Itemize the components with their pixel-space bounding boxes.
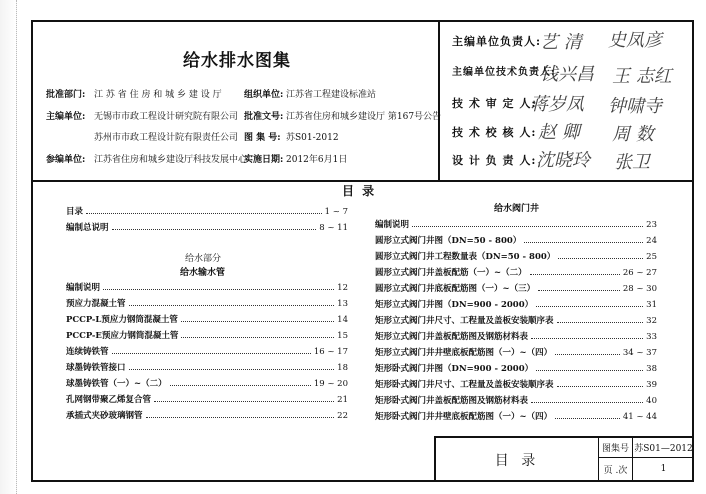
toc-item bbox=[66, 361, 348, 373]
toc-item-page: 14 bbox=[337, 315, 348, 325]
toc-item bbox=[66, 345, 348, 357]
toc-item bbox=[66, 313, 348, 325]
meta-value-1: 江 苏 省 住 房 和 城 乡 建 设 厅 bbox=[94, 90, 222, 100]
meta-label2-1: 组织单位: bbox=[244, 90, 284, 100]
signature-image-5a: 沈晓玲 bbox=[536, 150, 590, 171]
toc-item-label: 预应力混凝土管 bbox=[66, 299, 126, 309]
toc-heading: 目 录 bbox=[342, 184, 377, 198]
signature-image-4b: 周 数 bbox=[612, 124, 654, 145]
title-block-page-label: 页 .次 bbox=[603, 465, 628, 476]
toc-item-page: 15 bbox=[337, 331, 348, 341]
signature-image-3b: 钟啸寺 bbox=[608, 96, 662, 117]
toc-item bbox=[375, 346, 657, 358]
toc-item bbox=[375, 314, 657, 326]
toc-item-label: 矩形卧式阀门井图（DN=900 - 2000） bbox=[375, 364, 534, 374]
toc-item-label: PCCP-E预应力钢筒混凝土管 bbox=[66, 331, 179, 341]
toc-item bbox=[375, 394, 657, 406]
toc-item-page: 13 bbox=[337, 299, 348, 309]
toc-section-subtitle-left: 给水输水管 bbox=[180, 268, 226, 278]
toc-item bbox=[375, 234, 657, 246]
page-title: 给水排水图集 bbox=[183, 51, 291, 71]
toc-item bbox=[66, 297, 348, 309]
toc-item-page: 16 ~ 17 bbox=[313, 347, 348, 357]
toc-item-label: 矩形立式阀门井尺寸、工程量及盖板安装顺序表 bbox=[375, 316, 554, 326]
toc-item-label: 圆形立式阀门井底板配筋图（一）~（三） bbox=[375, 284, 536, 294]
meta-value2-1: 江苏省工程建设标准站 bbox=[286, 90, 377, 100]
signature-image-2a: 钱兴昌 bbox=[540, 64, 594, 85]
signature-image-2b: 王 志红 bbox=[612, 66, 672, 87]
title-block-name: 目 录 bbox=[494, 453, 540, 469]
toc-item bbox=[66, 377, 348, 389]
toc-item bbox=[375, 298, 657, 310]
signature-label-1: 主编单位负责人: bbox=[452, 35, 542, 48]
toc-item-page: 32 bbox=[646, 316, 657, 326]
toc-item-label: 球墨铸铁管（一）~（二） bbox=[66, 379, 167, 389]
toc-item-label: 孔网钢带聚乙烯复合管 bbox=[66, 395, 152, 405]
toc-item bbox=[375, 410, 657, 422]
toc-item bbox=[66, 329, 348, 341]
meta-value-4: 江苏省住房和城乡建设厅科技发展中心 bbox=[94, 155, 248, 165]
toc-item-page: 21 bbox=[337, 395, 348, 405]
toc-item bbox=[66, 409, 348, 421]
scan-edge bbox=[0, 0, 17, 494]
meta-label2-2: 批准文号: bbox=[244, 112, 284, 122]
toc-item-label: 矩形卧式阀门井尺寸、工程量及盖板安装顺序表 bbox=[375, 380, 554, 390]
title-block-page-value: 1 bbox=[660, 464, 667, 474]
meta-label-4: 参编单位: bbox=[46, 155, 86, 165]
signature-label-3: 技 术 审 定 人: bbox=[452, 97, 537, 110]
signature-image-1a: 艺 清 bbox=[540, 32, 582, 53]
toc-item bbox=[375, 282, 657, 294]
toc-item-label: 矩形立式阀门井图（DN=900 - 2000） bbox=[375, 300, 534, 310]
toc-item-page: 25 bbox=[646, 252, 657, 262]
signature-image-1b: 史凤彦 bbox=[608, 30, 662, 51]
toc-item-label: 承插式夹砂玻璃钢管 bbox=[66, 411, 143, 421]
toc-item-page: 38 bbox=[646, 364, 657, 374]
signature-label-4: 技 术 校 核 人: bbox=[452, 126, 537, 139]
toc-item-label: 圆形立式阀门井图（DN=50 - 800） bbox=[375, 236, 522, 246]
toc-item-label: 矩形立式阀门井井壁底板配筋图（一）~（四） bbox=[375, 348, 553, 358]
toc-section-title-right: 给水阀门井 bbox=[494, 204, 540, 214]
header-vertical-divider bbox=[438, 20, 440, 181]
toc-section-title-left: 给水部分 bbox=[185, 254, 222, 264]
toc-item-page: 39 bbox=[646, 380, 657, 390]
toc-item-label: 连续铸铁管 bbox=[66, 347, 109, 357]
toc-item-label: 矩形立式阀门井盖板配筋图及钢筋材料表 bbox=[375, 332, 529, 342]
toc-item bbox=[375, 250, 657, 262]
signature-label-5: 设 计 负 责 人: bbox=[452, 154, 537, 167]
meta-value2-4: 2012年6月1日 bbox=[286, 155, 348, 165]
meta-label2-4: 实施日期: bbox=[244, 155, 284, 165]
toc-item-label: 矩形卧式阀门井井壁底板配筋图（一）~（四） bbox=[375, 412, 553, 422]
toc-item-page: 33 bbox=[646, 332, 657, 342]
meta-value2-3: 苏S01-2012 bbox=[286, 133, 339, 143]
toc-item-page: 40 bbox=[646, 396, 657, 406]
toc-item-label: 矩形卧式阀门井盖板配筋图及钢筋材料表 bbox=[375, 396, 529, 406]
toc-item-page: 8 ~ 11 bbox=[319, 223, 348, 233]
toc-item-page: 31 bbox=[646, 300, 657, 310]
toc-item bbox=[375, 266, 657, 278]
toc-item-label: 编制说明 bbox=[375, 220, 410, 230]
meta-label-1: 批准部门: bbox=[46, 90, 86, 100]
toc-item-page: 24 bbox=[646, 236, 657, 246]
toc-item bbox=[375, 378, 657, 390]
meta-label-2: 主编单位: bbox=[46, 112, 86, 122]
toc-item-page: 26 ~ 27 bbox=[622, 268, 657, 278]
signature-image-5b: 张卫 bbox=[614, 152, 650, 173]
toc-item-page: 34 ~ 37 bbox=[622, 348, 657, 358]
toc-item-page: 23 bbox=[646, 220, 657, 230]
toc-item-page: 28 ~ 30 bbox=[622, 284, 657, 294]
signature-label-2: 主编单位技术负责人: bbox=[452, 67, 556, 78]
toc-item-label: 编制总说明 bbox=[66, 223, 109, 233]
signature-image-4a: 赵 卿 bbox=[538, 122, 580, 143]
meta-value2-2: 江苏省住房和城乡建设厅 第167号公告 bbox=[286, 112, 442, 122]
meta-value-3: 苏州市市政工程设计院有限责任公司 bbox=[94, 133, 239, 143]
toc-item bbox=[375, 330, 657, 342]
meta-value-2: 无锡市市政工程设计研究院有限公司 bbox=[94, 112, 239, 122]
toc-item-label: 编制说明 bbox=[66, 283, 101, 293]
toc-item-label: 球墨铸铁管接口 bbox=[66, 363, 126, 373]
title-block-atlas-label: 图集号 bbox=[601, 443, 629, 454]
toc-item-label: PCCP-L预应力钢筒混凝土管 bbox=[66, 315, 178, 325]
toc-item bbox=[66, 393, 348, 405]
toc-item bbox=[66, 205, 348, 217]
toc-item bbox=[66, 221, 348, 233]
toc-item bbox=[375, 362, 657, 374]
toc-item-label: 圆形立式阀门井工程数量表（DN=50 - 800） bbox=[375, 252, 556, 262]
toc-item-page: 41 ~ 44 bbox=[622, 412, 657, 422]
toc-item-page: 19 ~ 20 bbox=[313, 379, 348, 389]
toc-item bbox=[375, 218, 657, 230]
signature-image-3a: 蒋岁凤 bbox=[530, 94, 584, 115]
toc-item-label: 圆形立式阀门井盖板配筋（一）~（二） bbox=[375, 268, 527, 278]
toc-item-page: 22 bbox=[337, 411, 348, 421]
toc-item-page: 1 ~ 7 bbox=[324, 207, 348, 217]
meta-label2-3: 图 集 号: bbox=[244, 133, 281, 143]
toc-item-page: 12 bbox=[337, 283, 348, 293]
toc-item bbox=[66, 281, 348, 293]
title-block-atlas-value: 苏S01—2012 bbox=[634, 443, 693, 454]
toc-item-label: 目录 bbox=[66, 207, 84, 217]
toc-item-page: 18 bbox=[337, 363, 348, 373]
